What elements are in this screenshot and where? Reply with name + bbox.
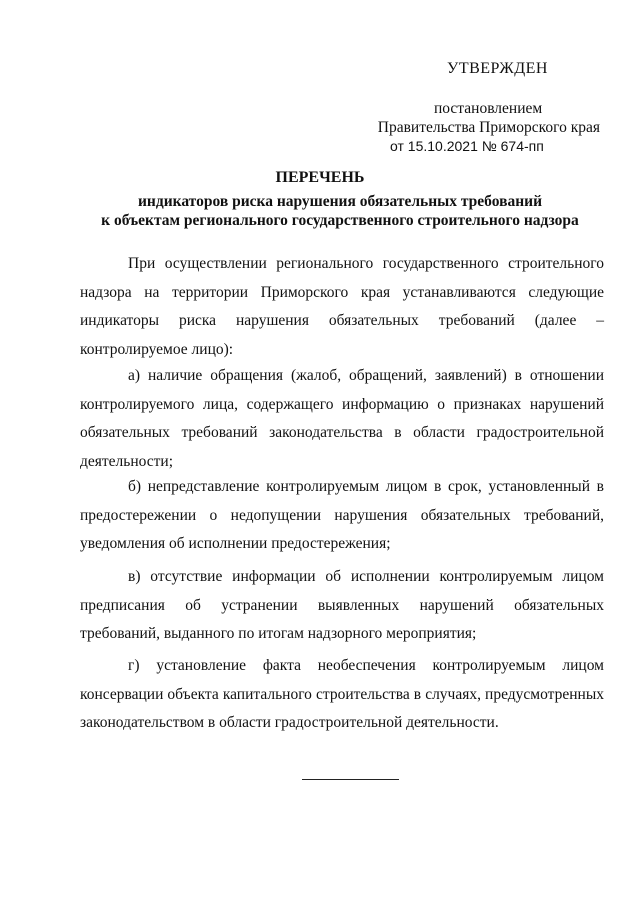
item-a-paragraph: а) наличие обращения (жалоб, обращений, заявлений) в отношении контролируемого лица, содержащего информацию о признаках нарушений обязательных требований законодательства в области градостроительной деятельности; (80, 367, 604, 470)
end-separator-line (302, 779, 399, 780)
approval-label: УТВЕРЖДЕН (447, 60, 548, 77)
document-subtitle (70, 192, 610, 230)
document-title: ПЕРЕЧЕНЬ (275, 169, 365, 186)
decree-line-1: постановлением (434, 100, 543, 117)
item-d-paragraph: г) установление факта необеспечения контролируемым лицом консервации объекта капитального строительства в случаях, предусмотренных законодательством в области градостроительной деятельности. (80, 657, 604, 731)
subtitle-line-2: к объектам регионального государственного строительного надзора (101, 212, 579, 229)
intro-paragraph: При осуществлении регионального государственного строительного надзора на территории Приморского края устанавливаются следующие индикаторы риска нарушения обязательных требований (далее – контролируемое лицо): (80, 255, 604, 358)
decree-line-2: Правительства Приморского края (377, 119, 600, 136)
item-b-paragraph: б) непредставление контролируемым лицом в срок, установленный в предостережении о недопущении нарушения обязательных требований, уведомления об исполнении предостережения; (80, 478, 604, 552)
decree-date-number: от 15.10.2021 № 674-пп (390, 138, 544, 154)
decree-reference (360, 99, 600, 156)
subtitle-line-1: индикаторов риска нарушения обязательных требований (138, 193, 542, 210)
item-c-paragraph: в) отсутствие информации об исполнении контролируемым лицом предписания об устранении выявленных нарушений обязательных требований, выданного по итогам надзорного мероприятия; (80, 568, 604, 642)
